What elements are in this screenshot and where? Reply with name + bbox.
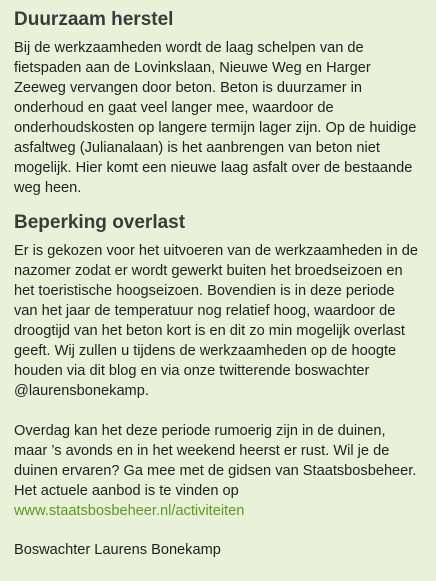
section-paragraph-duurzaam-herstel: Bij de werkzaamheden wordt de laag schelpen van de fietspaden aan de Lovinkslaan, Nieuwe Weg en Harger Zeeweg vervangen door beton. Beton is duurzamer in onderhoud en gaat veel langer mee, waardoor de onderhoudskosten op langere termijn lager zijn. Op de huidige asfaltweg (Julianalaan) is het aanbrengen van beton niet mogelijk. Hier komt een nieuwe laag asfalt over de bestaande weg heen.: [14, 40, 417, 196]
section-paragraph-beperking-overlast: Er is gekozen voor het uitvoeren van de werkzaamheden in de nazomer zodat er wordt gewerkt buiten het broedseizoen en het toeristische hoogseizoen. Bovendien is in deze periode van het jaar de temperatuur nog relatief hoog, waardoor de droogtijd van het beton kort is en dit zo min mogelijk overlast geeft. Wij zullen u tijdens de werkzaamheden op de hoogte houden via dit blog en via onze twitterende boswachter @laurensbonekamp.: [14, 243, 419, 399]
activiteiten-link[interactable]: www.staatsbosbeheer.nl/activiteiten: [14, 503, 245, 519]
activiteiten-text: Overdag kan het deze periode rumoerig zijn in de duinen, maar ’s avonds en in het weekend heerst er rust. Wil je de duinen ervaren? Ga mee met de gidsen van Staatsbosbeheer. Het actuele aanbod is te vinden op: [14, 423, 417, 499]
section-paragraph-activiteiten: [14, 421, 422, 521]
section-heading-duurzaam-herstel: Duurzaam herstel: [14, 9, 174, 30]
author-signature: Boswachter Laurens Bonekamp: [14, 542, 221, 558]
section-heading-beperking-overlast: Beperking overlast: [14, 212, 186, 233]
